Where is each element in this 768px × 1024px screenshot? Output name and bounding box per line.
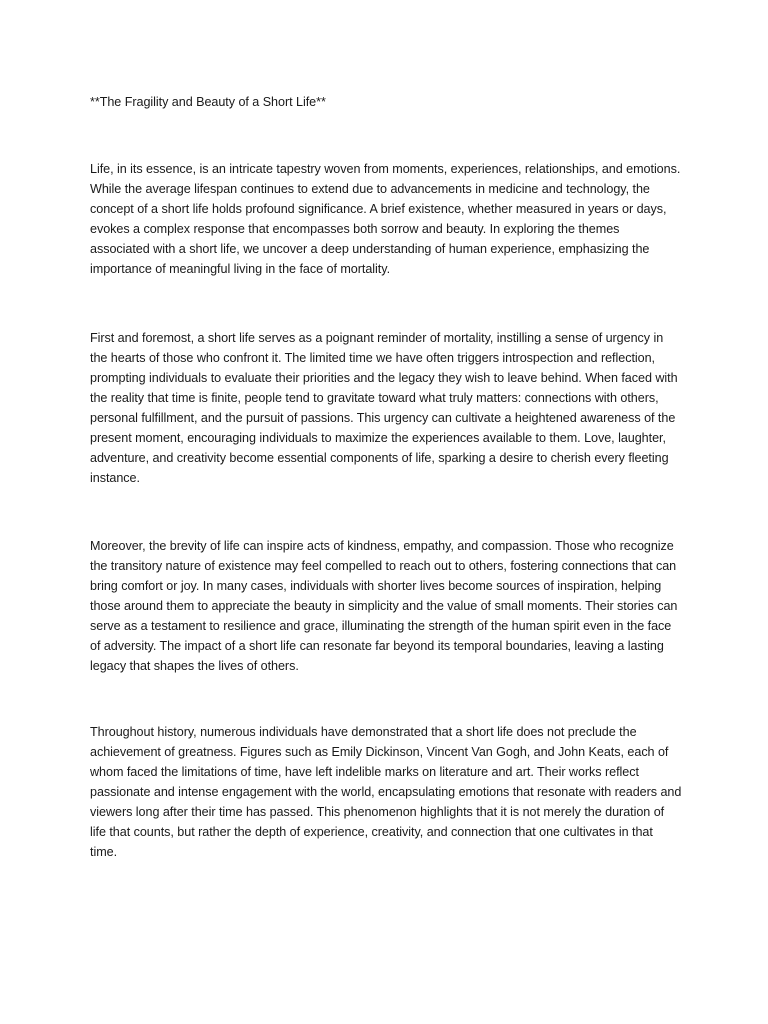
paragraph: Life, in its essence, is an intricate tapestry woven from moments, experiences, relationships, and emotions. While the average lifespan continues to extend due to advancements in medicine and technology, the concept of a short life holds profound significance. A brief existence, whether measured in years or days, evokes a complex response that encompasses both sorrow and beauty. In exploring the themes associated with a short life, we uncover a deep understanding of human experience, emphasizing the importance of meaningful living in the face of mortality.: [90, 162, 681, 276]
paragraph: Moreover, the brevity of life can inspire acts of kindness, empathy, and compassion. Those who recognize the transitory nature of existence may feel compelled to reach out to others, fostering connections that can bring comfort or joy. In many cases, individuals with shorter lives become sources of inspiration, helping those around them to appreciate the beauty in simplicity and the value of small moments. Their stories can serve as a testament to resilience and grace, illuminating the strength of the human spirit even in the face of adversity. The impact of a short life can resonate far beyond its temporal boundaries, leaving a lasting legacy that shapes the lives of others.: [90, 539, 678, 673]
paragraph: First and foremost, a short life serves as a poignant reminder of mortality, instilling a sense of urgency in the hearts of those who confront it. The limited time we have often triggers introspection and reflection, prompting individuals to evaluate their priorities and the legacy they wish to leave behind. When faced with the reality that time is finite, people tend to gravitate toward what truly matters: connections with others, personal fulfillment, and the pursuit of passions. This urgency can cultivate a heightened awareness of the present moment, encouraging individuals to maximize the experiences available to them. Love, laughter, adventure, and creativity become essential components of life, sparking a desire to cherish every fleeting instance.: [90, 331, 678, 485]
document-title: **The Fragility and Beauty of a Short Life**: [90, 95, 326, 109]
paragraph: Throughout history, numerous individuals have demonstrated that a short life does not preclude the achievement of greatness. Figures such as Emily Dickinson, Vincent Van Gogh, and John Keats, each of whom faced the limitations of time, have left indelible marks on literature and art. Their works reflect passionate and intense engagement with the world, encapsulating emotions that resonate with readers and viewers long after their time has passed. This phenomenon highlights that it is not merely the duration of life that counts, but rather the depth of experience, creativity, and connection that one cultivates in that time.: [90, 725, 682, 859]
document-body: [90, 92, 682, 862]
